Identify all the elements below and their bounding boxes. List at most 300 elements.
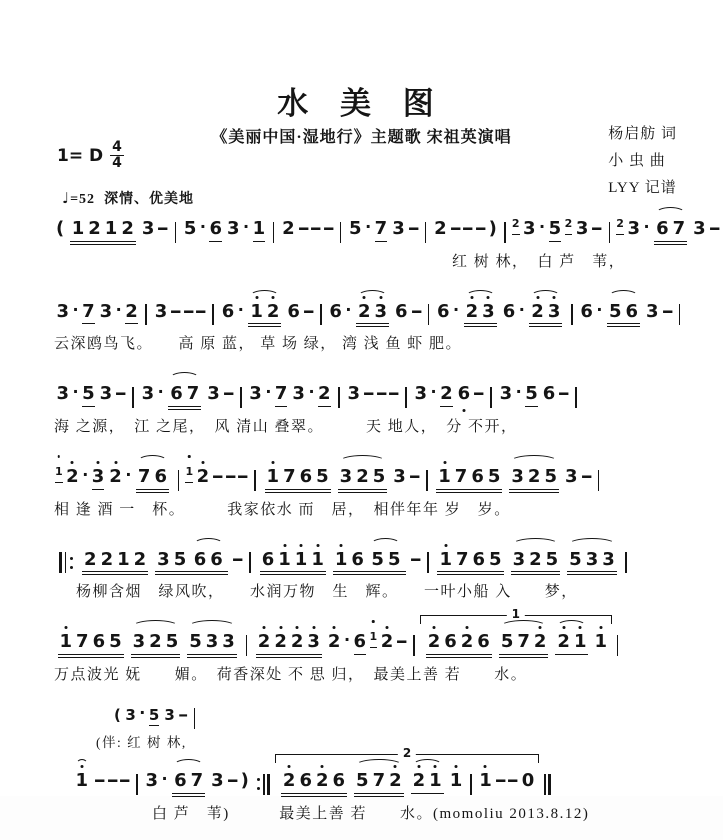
note: 7 bbox=[275, 384, 288, 407]
note-group bbox=[529, 302, 562, 325]
note: 3 bbox=[132, 631, 146, 653]
note-group bbox=[58, 632, 124, 655]
note: 5 bbox=[544, 466, 557, 488]
note: 5 bbox=[489, 548, 502, 570]
octave-dot-above bbox=[434, 765, 437, 768]
octave-dot-above bbox=[536, 296, 539, 299]
octave-dot-above bbox=[97, 461, 100, 464]
dot-note: · bbox=[72, 382, 79, 402]
music-line bbox=[54, 536, 693, 574]
music-line bbox=[54, 746, 693, 795]
note: 7 bbox=[283, 466, 296, 488]
note: 6 bbox=[209, 219, 222, 242]
note: 2 bbox=[274, 632, 287, 653]
barline-icon bbox=[624, 552, 628, 573]
note: 1 bbox=[71, 218, 85, 239]
duration-dash: - bbox=[395, 631, 409, 653]
note: 5 bbox=[149, 707, 159, 726]
dot-note: · bbox=[539, 217, 546, 236]
music-line bbox=[54, 453, 693, 491]
grace-note: 1 bbox=[55, 460, 63, 483]
note: 3 bbox=[646, 300, 659, 322]
note: 1 bbox=[278, 550, 291, 571]
volta-label: 2 bbox=[398, 747, 416, 761]
note: 3 bbox=[205, 631, 219, 653]
note: 3 bbox=[99, 383, 113, 405]
duration-dash: - bbox=[182, 300, 195, 322]
dot-note: · bbox=[237, 299, 244, 319]
time-signature-numerator: 4 bbox=[112, 139, 122, 155]
grace-note: 2 bbox=[616, 212, 624, 235]
octave-dot-above bbox=[599, 626, 602, 629]
note: 2 bbox=[267, 302, 280, 323]
note-group bbox=[464, 302, 497, 325]
repeat-dots-icon bbox=[70, 557, 73, 569]
octave-dot-above bbox=[296, 626, 299, 629]
barline-icon bbox=[426, 552, 430, 573]
note-group bbox=[248, 302, 281, 325]
lyrics-line: 相 逢 酒 一 杯。 我家依水 而 居， 相伴年年 岁 岁。 bbox=[54, 501, 511, 518]
note: 3 bbox=[154, 300, 168, 322]
music-line bbox=[54, 701, 693, 729]
duration-dash: - bbox=[506, 770, 520, 792]
duration-dash: - bbox=[93, 770, 107, 792]
duration-dash: - bbox=[557, 383, 571, 405]
note: 3 bbox=[141, 218, 155, 239]
note: 2 bbox=[529, 548, 542, 570]
octave-dot-above bbox=[394, 765, 397, 768]
note-group bbox=[281, 771, 347, 794]
music-line bbox=[54, 205, 721, 243]
note: 2 bbox=[133, 548, 147, 570]
lyrics-line: 云深鸥鸟飞。 高 原 蓝， 草 场 绿， 湾 浅 鱼 虾 肥。 bbox=[54, 336, 463, 353]
barline-icon bbox=[272, 222, 276, 243]
note: 3 bbox=[602, 548, 615, 570]
music-line bbox=[54, 288, 693, 326]
music-line bbox=[54, 370, 693, 408]
octave-dot-above bbox=[288, 765, 291, 768]
note: 2 bbox=[466, 302, 479, 323]
note: 3 bbox=[125, 706, 136, 725]
octave-dot-above bbox=[444, 544, 447, 547]
duration-dash: - bbox=[474, 218, 487, 239]
duration-dash: - bbox=[409, 300, 423, 322]
note: 5 bbox=[371, 548, 384, 570]
octave-dot-above bbox=[333, 626, 336, 629]
octave-dot-above bbox=[417, 765, 420, 768]
octave-dot-below bbox=[462, 409, 465, 412]
note: 6 bbox=[437, 300, 450, 322]
barline-icon bbox=[427, 304, 431, 325]
note: 2 bbox=[318, 384, 331, 407]
note-group bbox=[356, 302, 389, 325]
note-group bbox=[74, 771, 91, 792]
note: 3 bbox=[292, 383, 305, 405]
note: 2 bbox=[66, 467, 79, 488]
note-group bbox=[354, 771, 404, 794]
duration-dash: - bbox=[590, 218, 604, 239]
duration-dash: - bbox=[374, 383, 388, 405]
grace-note: 1 bbox=[185, 460, 193, 483]
barline-icon bbox=[503, 222, 507, 243]
transcriber-credit: LYY 记谱 bbox=[608, 180, 677, 196]
note: 1 bbox=[479, 771, 492, 792]
note-group bbox=[70, 219, 136, 242]
note-group bbox=[436, 467, 502, 490]
note-group bbox=[567, 550, 617, 573]
note: 6 bbox=[221, 300, 235, 322]
note: 3 bbox=[56, 300, 70, 322]
note: 1 bbox=[335, 550, 348, 571]
duration-dash: - bbox=[494, 770, 507, 792]
score-system bbox=[54, 536, 693, 602]
note: 6 bbox=[329, 300, 342, 322]
dot-note: · bbox=[199, 217, 206, 236]
note: 6 bbox=[332, 770, 346, 792]
dot-note: · bbox=[125, 465, 132, 485]
barline-icon bbox=[337, 387, 341, 408]
note: 3 bbox=[392, 218, 405, 239]
duration-dash: - bbox=[449, 218, 462, 239]
note: 2 bbox=[440, 384, 453, 407]
note: 1 bbox=[253, 219, 266, 242]
note: 2 bbox=[283, 771, 296, 792]
lyrics-line: 白 芦 苇) 最美上善 若 水。(momoliu 2013.8.12) bbox=[152, 805, 590, 822]
note: 5 bbox=[183, 218, 197, 239]
octave-dot-above bbox=[71, 461, 74, 464]
duration-dash: - bbox=[236, 466, 250, 488]
note: 7 bbox=[517, 631, 530, 653]
score-system bbox=[54, 453, 693, 519]
volta-bracket bbox=[277, 746, 536, 795]
note: 1 bbox=[267, 467, 280, 488]
duration-dash: - bbox=[211, 466, 225, 488]
duration-dash: - bbox=[321, 218, 335, 239]
score-system bbox=[54, 701, 693, 751]
lyrics-line: 海 之源， 江 之尾， 风 清山 叠翠。 天 地人， 分 不开， bbox=[54, 419, 518, 436]
lyrics-line: 杨柳含烟 绿风吹， 水润万物 生 辉。 一叶小船 入 梦， bbox=[76, 584, 578, 601]
note: 2 bbox=[461, 632, 474, 653]
note: 3 bbox=[585, 548, 599, 570]
dot-note: · bbox=[453, 299, 460, 319]
note: 3 bbox=[56, 383, 70, 405]
note: 2 bbox=[328, 632, 341, 653]
note: 3 bbox=[92, 467, 105, 490]
note: 1 bbox=[574, 632, 587, 653]
octave-dot-above bbox=[201, 461, 204, 464]
note: 5 bbox=[82, 384, 95, 407]
dot-note: · bbox=[345, 299, 352, 319]
score-parenthesis: ( bbox=[114, 706, 121, 725]
dot-note: · bbox=[308, 382, 315, 402]
credits-block bbox=[608, 121, 677, 202]
note: 7 bbox=[454, 466, 468, 488]
duration-dash: - bbox=[297, 218, 310, 239]
dot-note: · bbox=[365, 217, 372, 236]
duration-dash: - bbox=[408, 466, 421, 488]
note-group bbox=[555, 632, 588, 655]
barline-icon bbox=[339, 222, 343, 243]
duration-dash: - bbox=[169, 300, 183, 322]
octave-dot-above bbox=[562, 626, 565, 629]
note: 2 bbox=[125, 302, 138, 325]
barline-icon bbox=[607, 222, 611, 243]
quarter-note-icon: ♩ bbox=[62, 189, 71, 207]
octave-dot-above bbox=[579, 626, 582, 629]
note: 5 bbox=[569, 548, 582, 570]
note: 2 bbox=[358, 302, 371, 323]
note: 5 bbox=[109, 631, 122, 653]
score-parenthesis: ) bbox=[240, 770, 249, 792]
octave-dot-above bbox=[80, 765, 83, 768]
barline-icon bbox=[469, 774, 473, 795]
note-group bbox=[369, 550, 402, 571]
note: 1 bbox=[117, 548, 130, 570]
note: 7 bbox=[372, 770, 386, 792]
lyricist-credit: 杨启舫 词 bbox=[608, 126, 677, 142]
barline-icon bbox=[244, 635, 248, 656]
duration-dash: - bbox=[302, 300, 316, 322]
note: 1 bbox=[250, 302, 263, 323]
octave-dot-above bbox=[484, 765, 487, 768]
note: 2 bbox=[291, 632, 304, 653]
note: 6 bbox=[92, 631, 106, 653]
note-group bbox=[260, 550, 326, 573]
note: 5 bbox=[349, 218, 362, 239]
barline-icon bbox=[596, 470, 600, 491]
dot-note: · bbox=[518, 299, 525, 319]
grace-note: 1 bbox=[370, 625, 378, 648]
octave-dot-above bbox=[466, 626, 469, 629]
dot-note: · bbox=[643, 217, 650, 236]
note: 5 bbox=[525, 384, 538, 407]
barline-icon bbox=[404, 387, 408, 408]
note: 7 bbox=[186, 383, 200, 405]
note: 6 bbox=[477, 631, 490, 653]
dot-note: · bbox=[515, 382, 522, 402]
note: 6 bbox=[193, 548, 207, 570]
score-system bbox=[54, 607, 693, 684]
note: 1 bbox=[76, 771, 89, 792]
duration-dash: - bbox=[177, 706, 189, 725]
note: 6 bbox=[625, 300, 638, 322]
note: 1 bbox=[594, 632, 607, 653]
octave-dot-above bbox=[340, 544, 343, 547]
barline-icon bbox=[58, 552, 75, 573]
barline-icon bbox=[424, 222, 428, 243]
note: 2 bbox=[84, 548, 97, 570]
note: 3 bbox=[164, 706, 175, 725]
octave-dot-above bbox=[487, 296, 490, 299]
note-group bbox=[509, 467, 559, 490]
octave-dot-above bbox=[432, 626, 435, 629]
note: 1 bbox=[439, 550, 452, 571]
note: 7 bbox=[190, 770, 204, 792]
note: 6 bbox=[299, 466, 313, 488]
note: 5 bbox=[372, 466, 386, 488]
duration-dash: - bbox=[472, 383, 486, 405]
barline-icon bbox=[173, 222, 177, 243]
time-signature-denominator: 4 bbox=[112, 155, 122, 172]
note: 5 bbox=[608, 300, 622, 322]
note: 3 bbox=[99, 300, 113, 322]
note-group bbox=[168, 384, 201, 407]
note: 2 bbox=[258, 632, 271, 653]
note: 6 bbox=[351, 548, 364, 570]
octave-dot-above bbox=[283, 544, 286, 547]
note: 6 bbox=[210, 548, 223, 570]
duration-dash: - bbox=[461, 218, 475, 239]
octave-dot-above bbox=[316, 544, 319, 547]
note: 1 bbox=[104, 218, 118, 239]
note: 3 bbox=[512, 548, 526, 570]
note: 5 bbox=[316, 466, 329, 488]
dot-note: · bbox=[82, 465, 89, 485]
barline-icon bbox=[211, 304, 215, 325]
composer-credit: 小 虫 曲 bbox=[608, 153, 666, 169]
note: 7 bbox=[82, 302, 95, 325]
note: 2 bbox=[381, 632, 394, 653]
note: 3 bbox=[226, 218, 240, 239]
barline-icon bbox=[253, 470, 257, 491]
note-group bbox=[654, 219, 687, 242]
note-group bbox=[256, 632, 322, 655]
barline-icon bbox=[144, 304, 148, 325]
key-signature bbox=[57, 140, 124, 172]
barline-icon bbox=[255, 774, 272, 795]
duration-dash: - bbox=[579, 466, 593, 488]
note: 5 bbox=[189, 631, 202, 653]
note: 3 bbox=[575, 218, 589, 239]
song-subtitle: 《美丽中国·湿地行》主题歌 宋祖英演唱 bbox=[211, 129, 512, 146]
note: 1 bbox=[450, 771, 463, 792]
dot-note: · bbox=[265, 382, 272, 402]
octave-dot-above bbox=[454, 765, 457, 768]
grace-note: 2 bbox=[565, 212, 573, 235]
dot-note: · bbox=[430, 382, 437, 402]
note: 3 bbox=[693, 218, 706, 239]
tempo-value: =52 bbox=[70, 192, 96, 207]
duration-dash: - bbox=[105, 770, 119, 792]
barline-icon bbox=[489, 387, 493, 408]
note: 3 bbox=[393, 466, 406, 488]
note: 3 bbox=[339, 466, 353, 488]
note: 7 bbox=[455, 548, 469, 570]
note: 3 bbox=[249, 383, 262, 405]
duration-dash: - bbox=[156, 218, 170, 239]
note: 6 bbox=[261, 548, 275, 570]
note: 5 bbox=[500, 631, 514, 653]
barline-icon bbox=[570, 304, 574, 325]
note: 5 bbox=[165, 631, 179, 653]
note: 3 bbox=[482, 302, 495, 323]
note: 1 bbox=[60, 632, 73, 653]
duration-dash: - bbox=[409, 548, 423, 570]
note: 2 bbox=[109, 467, 122, 488]
barline-icon bbox=[425, 470, 429, 491]
dot-note: · bbox=[161, 769, 168, 789]
note-group bbox=[131, 632, 181, 655]
barline-icon bbox=[135, 774, 139, 795]
duration-dash: - bbox=[194, 300, 208, 322]
expression-text: 深情、优美地 bbox=[104, 192, 195, 207]
note: 7 bbox=[672, 218, 686, 239]
barline-icon bbox=[678, 304, 682, 325]
octave-dot-above bbox=[363, 296, 366, 299]
note: 2 bbox=[389, 771, 402, 792]
note: 5 bbox=[545, 548, 559, 570]
note: 1 bbox=[438, 467, 451, 488]
repeat-dots-icon bbox=[257, 778, 260, 790]
note: 2 bbox=[197, 467, 210, 488]
barline-icon bbox=[248, 552, 252, 573]
note: 3 bbox=[157, 548, 170, 570]
note: 5 bbox=[356, 770, 369, 792]
note: 2 bbox=[121, 218, 134, 239]
note: 6 bbox=[354, 632, 367, 655]
score-system bbox=[54, 205, 721, 271]
dot-note: · bbox=[596, 299, 603, 319]
octave-dot-above bbox=[553, 296, 556, 299]
note: 2 bbox=[531, 302, 544, 323]
note: 1 bbox=[295, 550, 308, 571]
lyrics-line: (伴: 红 树 林, bbox=[96, 735, 187, 751]
note: 2 bbox=[434, 218, 447, 239]
duration-dash: - bbox=[309, 218, 323, 239]
barline-icon bbox=[412, 635, 416, 656]
note-group bbox=[411, 771, 444, 794]
octave-dot-above bbox=[64, 626, 67, 629]
note-group bbox=[426, 632, 492, 655]
octave-dot-above bbox=[385, 626, 388, 629]
octave-dot-above bbox=[321, 765, 324, 768]
note: 6 bbox=[299, 770, 312, 792]
note: 6 bbox=[502, 300, 516, 322]
note: 6 bbox=[580, 300, 593, 322]
note: 3 bbox=[145, 770, 158, 792]
note: 2 bbox=[413, 771, 426, 792]
barline-icon bbox=[319, 304, 323, 325]
note: 6 bbox=[458, 384, 471, 405]
note-group bbox=[607, 302, 640, 325]
dot-note: · bbox=[139, 703, 146, 723]
note: 3 bbox=[523, 218, 536, 239]
duration-dash: - bbox=[223, 466, 237, 488]
note: 3 bbox=[499, 383, 513, 405]
note: 2 bbox=[428, 632, 441, 653]
note: 6 bbox=[472, 548, 486, 570]
duration-dash: - bbox=[660, 300, 674, 322]
note: 3 bbox=[548, 302, 561, 323]
octave-dot-above bbox=[272, 296, 275, 299]
score-system bbox=[54, 288, 693, 354]
score-system bbox=[54, 370, 693, 436]
octave-dot-above bbox=[263, 626, 266, 629]
note: 1 bbox=[311, 550, 324, 571]
note: 3 bbox=[511, 466, 524, 488]
note: 6 bbox=[395, 300, 408, 322]
grace-note: 2 bbox=[512, 212, 520, 235]
note: 6 bbox=[471, 466, 484, 488]
note: 2 bbox=[149, 631, 162, 653]
time-signature bbox=[110, 140, 124, 172]
octave-dot-above bbox=[58, 455, 61, 458]
duration-dash: - bbox=[407, 218, 420, 239]
key-signature-text: 1= D bbox=[57, 145, 104, 166]
note: 6 bbox=[287, 300, 300, 322]
note: 2 bbox=[557, 632, 570, 653]
dot-note: · bbox=[115, 299, 122, 319]
